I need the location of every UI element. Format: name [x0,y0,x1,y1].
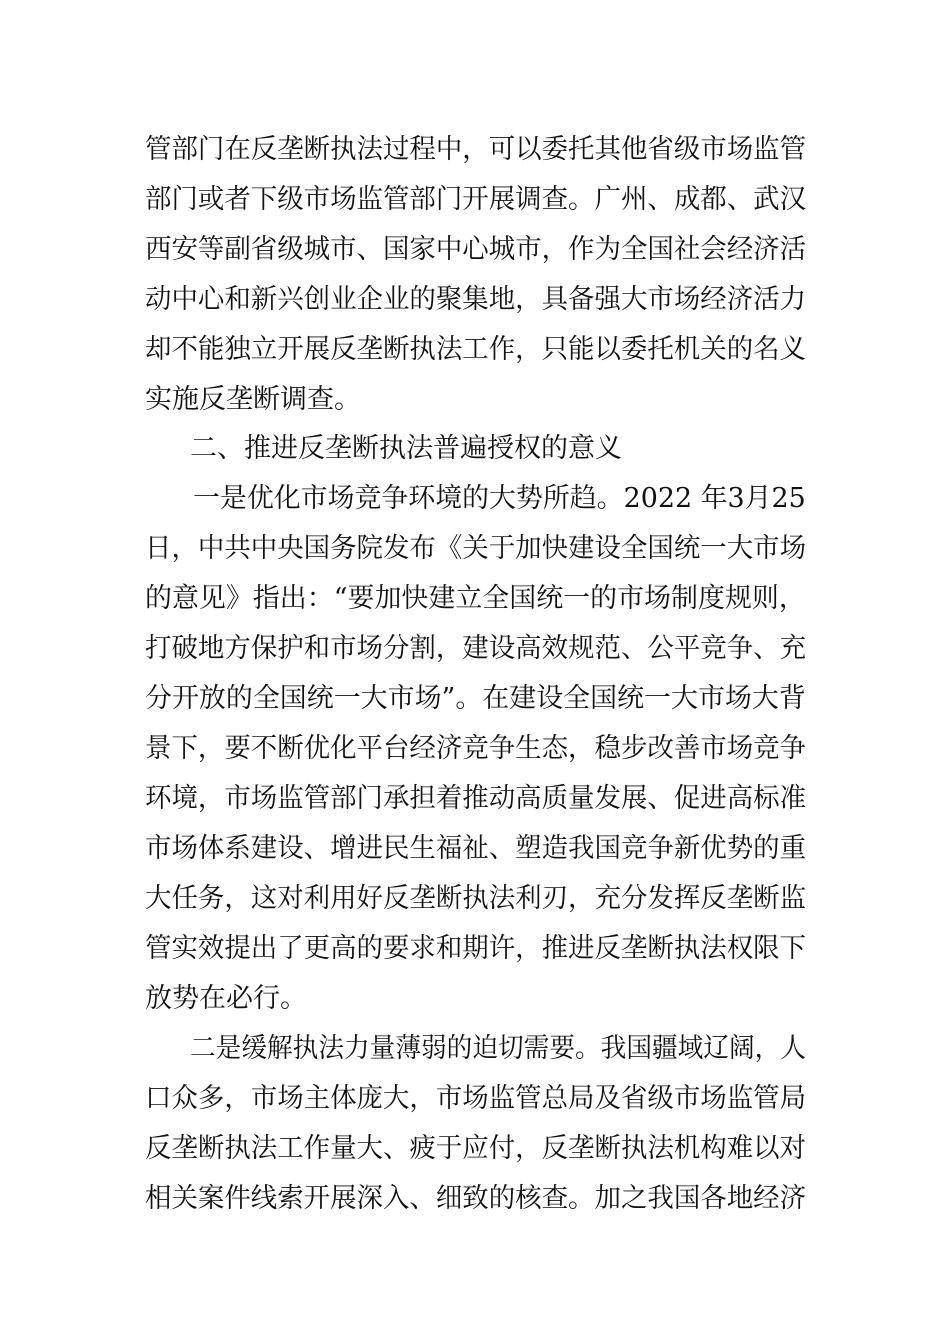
text-line: 口众多，市场主体庞大，市场监管总局及省级市场监管局 [145,1083,807,1114]
text-line: 市场体系建设、增进民生福祉、塑造我国竞争新优势的重 [145,833,807,864]
section-heading: 二、推进反垄断执法普遍授权的意义 [190,433,622,464]
text-line: 部门或者下级市场监管部门开展调查。广州、成都、武汉 [145,184,807,215]
text-line: 的意见》指出：“要加快建立全国统一的市场制度规则， [145,583,806,614]
text-line: 大任务，这对利用好反垄断执法利刃，充分发挥反垄断监 [145,883,807,914]
text-line: 放势在必行。 [145,983,307,1014]
text-line: 分开放的全国统一大市场”。在建设全国统一大市场大背 [145,683,806,714]
text-line: 西安等副省级城市、国家中心城市，作为全国社会经济活 [145,234,807,265]
text-line: 管实效提出了更高的要求和期许，推进反垄断执法权限下 [145,933,807,964]
text-line: 管部门在反垄断执法过程中，可以委托其他省级市场监管 [145,134,807,165]
text-line: 反垄断执法工作量大、疲于应付，反垄断执法机构难以对 [145,1133,807,1164]
text-line: 环境，市场监管部门承担着推动高质量发展、促进高标准 [145,783,807,814]
text-line: 打破地方保护和市场分割，建设高效规范、公平竞争、充 [145,633,807,664]
paragraph-first-line: 二是缓解执法力量薄弱的迫切需要。我国疆域辽阔，人 [190,1033,806,1064]
text-line: 相关案件线索开展深入、细致的核查。加之我国各地经济 [145,1183,807,1214]
text-line: 日，中共中央国务院发布《关于加快建设全国统一大市场 [145,533,807,564]
paragraph-first-line: 一是优化市场竞争环境的大势所趋。2022 年3月25 [193,483,806,514]
text-line: 景下，要不断优化平台经济竞争生态，稳步改善市场竞争 [145,733,807,764]
text-line: 实施反垄断调查。 [145,384,361,415]
text-line: 动中心和新兴创业企业的聚集地，具备强大市场经济活力 [145,284,807,315]
text-line: 却不能独立开展反垄断执法工作，只能以委托机关的名义 [145,334,807,365]
